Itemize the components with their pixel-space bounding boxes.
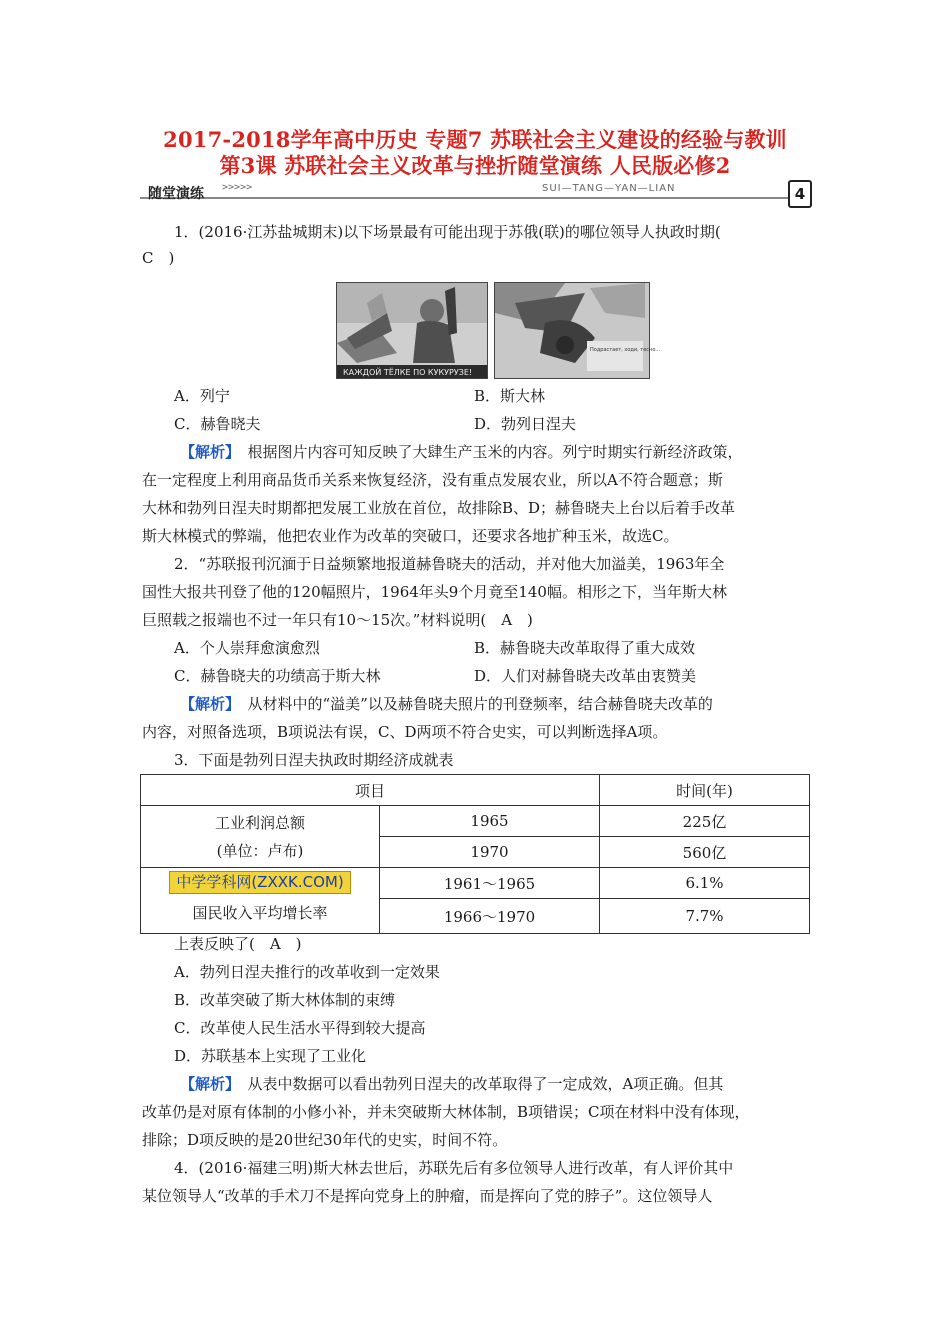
q1-option-a: A．列宁 — [174, 387, 230, 405]
analysis-tag: 【解析】 — [180, 695, 233, 713]
zxxk-watermark-badge: 中学学科网(ZXXK.COM) — [169, 871, 350, 894]
q1-analysis-line4: 斯大林模式的弊端，他把农业作为改革的突破口，还要求各地扩种玉米，故选C。 — [142, 527, 679, 545]
poster2-caption: Подрастает, ходи, тесно... — [590, 347, 661, 353]
q1-analysis-line1 — [180, 442, 743, 462]
table-group2-label-text: 国民收入平均增长率 — [192, 904, 328, 922]
banner-label: 随堂演练 — [148, 186, 204, 202]
analysis-tag: 【解析】 — [180, 443, 233, 461]
q3-analysis-line2: 改革仍是对原有体制的小修小补，并未突破斯大林体制，B项错误；C项在材料中没有体现， — [142, 1103, 750, 1121]
table-cell-period: 1961～1965 — [380, 868, 600, 899]
q2-stem-line1: 2．“苏联报刊沉湎于日益频繁地报道赫鲁晓夫的活动，并对他大加溢美，1963年全 — [174, 555, 725, 573]
table-group1-label-line2: (单位：卢布) — [216, 841, 304, 860]
table-group1-label — [141, 806, 380, 868]
q3-analysis-line3: 排除；D项反映的是20世纪30年代的史实，时间不符。 — [142, 1131, 508, 1149]
q1-option-d: D．勃列日涅夫 — [474, 415, 577, 433]
table-cell-period: 1970 — [380, 837, 600, 868]
table-cell-period: 1965 — [380, 806, 600, 837]
q2-stem-line2: 国性大报共刊登了他的120幅照片，1964年头9个月竟至140幅。相形之下，当年斯大林 — [142, 583, 727, 601]
q2-analysis-text1: 从材料中的“溢美”以及赫鲁晓夫照片的刊登频率，结合赫鲁晓夫改革的 — [232, 695, 713, 713]
soviet-cartoon-image — [494, 282, 661, 379]
q4-stem-line1: 4．(2016·福建三明)斯大林去世后，苏联先后有多位领导人进行改革，有人评价其中 — [174, 1159, 734, 1177]
poster1-caption: КАЖДОЙ ТЁЛКЕ ПО КУКУРУЗЕ! — [343, 368, 473, 377]
table-row — [141, 806, 810, 837]
document-title-line2: 第3课 苏联社会主义改革与挫折随堂演练 人民版必修2 — [219, 153, 731, 178]
banner-number-badge: 4 — [788, 180, 812, 208]
table-group1-label-line1: 工业利润总额 — [214, 813, 305, 832]
table-header-item: 项目 — [141, 775, 600, 806]
q4-stem-line2: 某位领导人“改革的手术刀不是挥向党身上的肿瘤，而是挥向了党的脖子”。这位领导人 — [142, 1187, 713, 1205]
q3-stem: 3．下面是勃列日涅夫执政时期经济成就表 — [174, 751, 454, 769]
banner-arrows: >>>>> — [222, 182, 253, 193]
q2-stem-line3: 巨照载之报端也不过一年只有10～15次。”材料说明( A ) — [142, 611, 533, 629]
q2-option-c: C．赫鲁晓夫的功绩高于斯大林 — [174, 667, 381, 685]
section-banner — [140, 180, 812, 208]
q2-analysis-line2: 内容，对照备选项，B项说法有误，C、D两项不符合史实，可以判断选择A项。 — [142, 723, 668, 741]
table-cell-value: 560亿 — [600, 837, 810, 868]
q3-analysis-line1 — [180, 1074, 723, 1094]
soviet-corn-poster-image — [336, 282, 488, 379]
q3-option-b: B．改革突破了斯大林体制的束缚 — [174, 991, 396, 1009]
q1-analysis-text1: 根据图片内容可知反映了大肆生产玉米的内容。列宁时期实行新经济政策， — [232, 443, 743, 461]
q3-after-table: 上表反映了( A ) — [174, 935, 302, 953]
q3-option-d: D．苏联基本上实现了工业化 — [174, 1047, 367, 1065]
table-cell-value: 225亿 — [600, 806, 810, 837]
document-title-line1: 2017-2018学年高中历史 专题7 苏联社会主义建设的经验与教训 — [163, 127, 787, 152]
q1-option-c: C．赫鲁晓夫 — [174, 415, 261, 433]
banner-subtitle: SUI—TANG—YAN—LIAN — [538, 183, 680, 194]
q3-option-c: C．改革使人民生活水平得到较大提高 — [174, 1019, 426, 1037]
q2-option-d: D．人们对赫鲁晓夫改革由衷赞美 — [474, 667, 697, 685]
table-cell-period: 1966～1970 — [380, 899, 600, 934]
table-header-row — [141, 775, 810, 806]
table-group2-label — [141, 868, 380, 934]
q1-stem-line1: 1．(2016·江苏盐城期末)以下场景最有可能出现于苏俄(联)的哪位领导人执政时期( — [174, 223, 721, 241]
banner-divider — [140, 197, 794, 199]
q1-option-b: B．斯大林 — [474, 387, 546, 405]
table-cell-value: 6.1% — [600, 868, 810, 899]
q2-option-b: B．赫鲁晓夫改革取得了重大成效 — [474, 639, 696, 657]
economic-achievements-table — [140, 774, 810, 934]
table-cell-value: 7.7% — [600, 899, 810, 934]
q1-analysis-line2: 在一定程度上利用商品货币关系来恢复经济，没有重点发展农业，所以A不符合题意；斯 — [142, 471, 723, 489]
table-header-time: 时间(年) — [600, 775, 810, 806]
q3-option-a: A．勃列日涅夫推行的改革收到一定效果 — [174, 963, 440, 981]
analysis-tag: 【解析】 — [180, 1075, 233, 1093]
q2-option-a: A．个人崇拜愈演愈烈 — [174, 639, 320, 657]
q2-analysis-line1 — [180, 694, 713, 714]
table-row — [141, 868, 810, 899]
q1-stem-line2: C ) — [142, 249, 175, 267]
q3-analysis-text1: 从表中数据可以看出勃列日涅夫的改革取得了一定成效，A项正确。但其 — [232, 1075, 724, 1093]
q1-analysis-line3: 大林和勃列日涅夫时期都把发展工业放在首位，故排除B、D；赫鲁晓夫上台以后着手改革 — [142, 499, 736, 517]
